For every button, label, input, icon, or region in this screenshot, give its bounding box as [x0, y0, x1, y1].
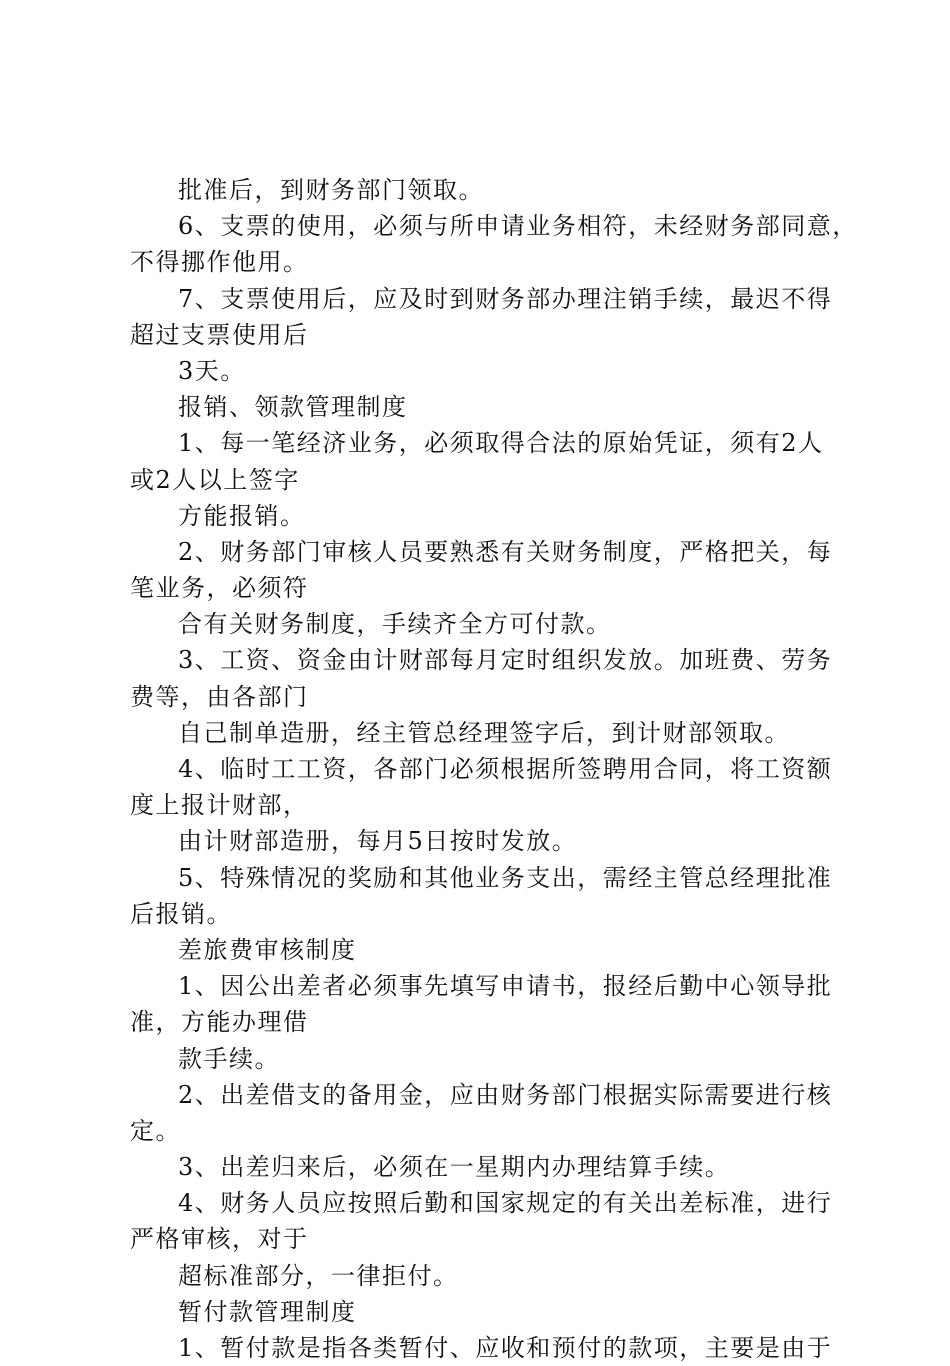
text-line: 由计财部造册，每月5日按时发放。: [178, 827, 578, 856]
text-line: 款手续。: [178, 1044, 280, 1073]
text-line: 4、临时工工资，各部门必须根据所签聘用合同，将工资额: [178, 755, 833, 783]
text-line: 超过支票使用后: [130, 320, 309, 349]
text-line: 不得挪作他用。: [130, 248, 309, 277]
text-line: 度上报计财部，: [130, 791, 309, 820]
text-line: 1、因公出差者必须事先填写申请书，报经后勤中心领导批: [178, 972, 833, 1001]
text-line: 3、出差归来后，必须在一星期内办理结算手续。: [178, 1153, 731, 1182]
text-line: 笔业务，必须符: [130, 574, 309, 603]
text-line: 1、每一笔经济业务，必须取得合法的原始凭证，须有2人: [178, 429, 824, 458]
text-line: 4、财务人员应按照后勤和国家规定的有关出差标准，进行: [178, 1189, 833, 1218]
text-line: 差旅费审核制度: [178, 935, 357, 964]
text-line: 超标准部分，一律拒付。: [178, 1261, 459, 1290]
text-line: 5、特殊情况的奖励和其他业务支出，需经主管总经理批准: [178, 863, 833, 892]
text-line: 报销、领款管理制度: [178, 393, 408, 422]
text-line: 3、工资、资金由计财部每月定时组织发放。加班费、劳务: [178, 646, 833, 675]
document-body: [130, 172, 858, 1366]
text-line: 方能报销。: [178, 501, 306, 530]
text-line: 7、支票使用后，应及时到财务部办理注销手续，最迟不得: [178, 284, 833, 313]
text-line: 暂付款管理制度: [178, 1297, 357, 1326]
text-line: 2、出差借支的备用金，应由财务部门根据实际需要进行核: [178, 1080, 833, 1109]
text-line: 1、暂付款是指各类暂付、应收和预付的款项，主要是由于: [178, 1334, 833, 1362]
text-line: 定。: [130, 1116, 181, 1145]
text-line: 2、财务部门审核人员要熟悉有关财务制度，严格把关，每: [178, 537, 833, 566]
text-line: 3天。: [178, 356, 246, 385]
text-line: 合有关财务制度，手续齐全方可付款。: [178, 610, 612, 639]
text-line: 后报销。: [130, 899, 232, 928]
text-line: 费等，由各部门: [130, 682, 309, 711]
text-line: 6、支票的使用，必须与所申请业务相符，未经财务部同意，: [178, 212, 858, 241]
text-line: 自己制单造册，经主管总经理签字后，到计财部领取。: [178, 718, 790, 747]
text-line: 严格审核，对于: [130, 1225, 309, 1254]
text-line: 或2人以上签字: [130, 465, 300, 494]
text-line: 准，方能办理借: [130, 1008, 309, 1037]
text-line: 批准后，到财务部门领取。: [178, 176, 484, 204]
